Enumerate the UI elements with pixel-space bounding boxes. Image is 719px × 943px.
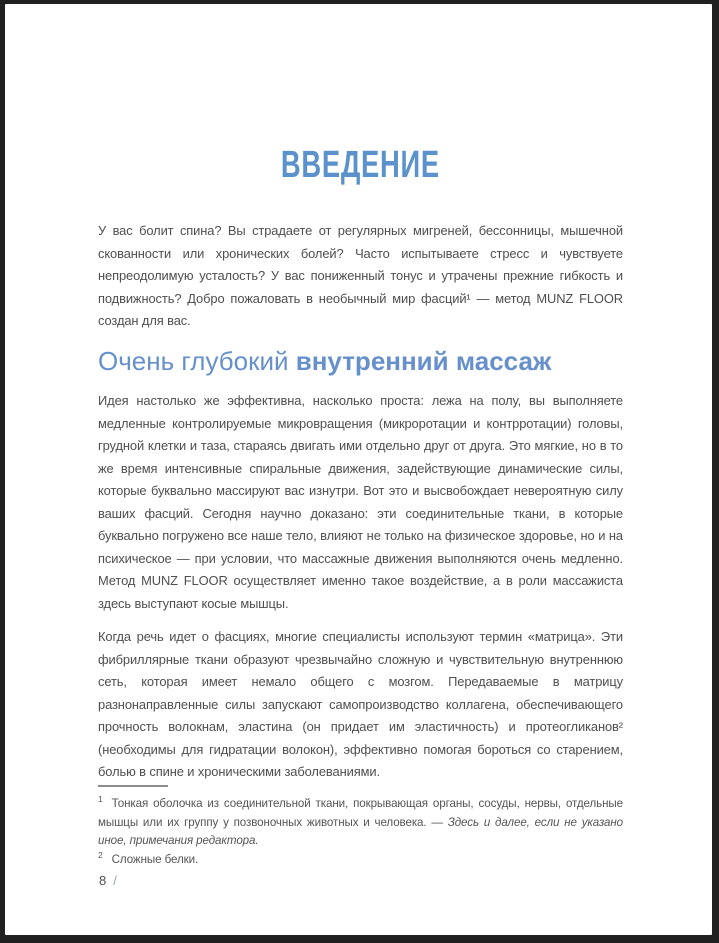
chapter-title-text: ВВЕДЕНИЕ bbox=[281, 144, 440, 186]
footnote-editor-note: Здесь и далее, если не указано иное, примечания редактора. bbox=[98, 815, 623, 847]
section-heading-bold: внутренний массаж bbox=[295, 345, 552, 376]
chapter-title bbox=[98, 146, 623, 184]
section-heading-regular: Очень глубокий bbox=[98, 345, 296, 376]
section-paragraph: Идея настолько же эффективна, насколько проста: лежа на полу, вы выполняете медленные контролируемые микровращения (микроротации и контрротации) головы, грудной клетки и таза, стараясь двигать ими отдельно друг от друга. Это мягкие, но в то же время интенсивные спиральные движения, задействующие динамические силы, которые буквально массируют вас изнутри. Вот это и высвобождает невероятную силу ваших фасций. Сегодня научно доказано: эти соединительные ткани, в которые буквально погружено все наше тело, влияют не только на физическое здоровье, но и на психическое — при условии, что массажные движения выполняются очень медленно. Метод MUNZ FLOOR осуществляет именно такое воздействие, а в роли массажиста здесь выступают косые мышцы. bbox=[98, 393, 623, 611]
page-body bbox=[98, 4, 623, 783]
page-number-separator: / bbox=[113, 873, 117, 888]
footnote bbox=[98, 795, 623, 851]
section-paragraph: Когда речь идет о фасциях, многие специалисты используют термин «матрица». Эти фибриллярные ткани образуют чрезвычайно сложную и чувствительную внутреннюю сеть, которая имеет немало общего с мозгом. Передаваемые в матрицу разнонаправленные силы запускают самопроизводство коллагена, обеспечивающего прочность волокнам, эластина (он придает им эластичность) и протеогликанов² (необходимы для гидратации волокон), эффективно помогая бороться со старением, болью в спине и хроническими заболеваниями. bbox=[98, 629, 623, 780]
footnote-text: Тонкая оболочка из соединительной ткани, покрывающая органы, сосуды, нервы, отдельные мышцы или их группу у позвоночных животных и человека. — bbox=[98, 797, 623, 829]
page-number-value: 8 bbox=[99, 873, 107, 888]
footnote-area bbox=[98, 785, 623, 869]
footnote bbox=[98, 851, 623, 870]
footnote-marker: 1 bbox=[98, 794, 103, 805]
intro-paragraph: У вас болит спина? Вы страдаете от регулярных мигреней, бессонницы, мышечной скованности или хронических болей? Часто испытываете стресс и чувствуете непреодолимую усталость? У вас пониженный тонус и утрачены прежние гибкость и подвижность? Добро пожаловать в необычный мир фасций¹ — метод MUNZ FLOOR создан для вас. bbox=[98, 223, 623, 328]
book-page bbox=[5, 4, 712, 935]
page-number bbox=[99, 873, 117, 888]
footnote-separator-rule bbox=[98, 785, 168, 787]
footnote-text: Сложные белки. bbox=[111, 852, 199, 866]
section-heading bbox=[98, 347, 623, 377]
footnote-marker: 2 bbox=[98, 849, 103, 860]
